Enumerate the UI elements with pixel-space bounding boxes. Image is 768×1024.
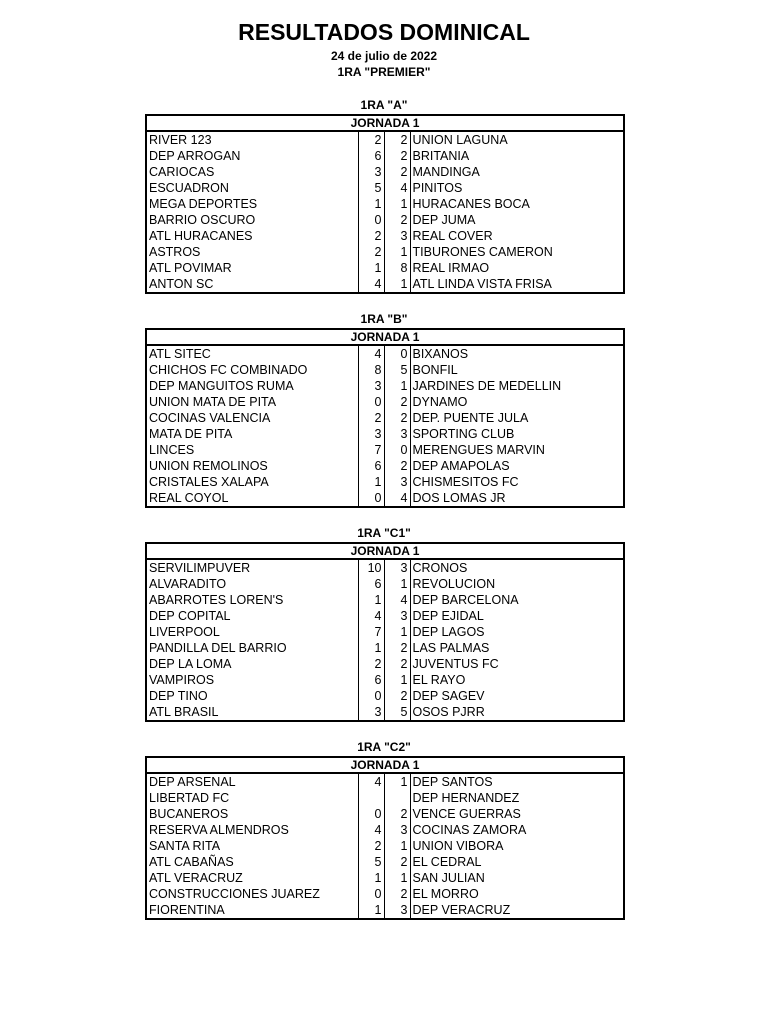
home-score: 0 xyxy=(358,212,384,228)
away-team: CHISMESITOS FC xyxy=(410,474,624,490)
match-row xyxy=(146,886,624,902)
away-score xyxy=(384,790,410,806)
home-score: 5 xyxy=(358,180,384,196)
home-team: LINCES xyxy=(146,442,358,458)
home-score: 4 xyxy=(358,608,384,624)
away-score: 1 xyxy=(384,624,410,640)
away-score: 2 xyxy=(384,854,410,870)
home-team: DEP LA LOMA xyxy=(146,656,358,672)
home-team: CARIOCAS xyxy=(146,164,358,180)
jornada-row xyxy=(146,329,624,345)
away-score: 5 xyxy=(384,362,410,378)
away-team: DEP BARCELONA xyxy=(410,592,624,608)
home-team: LIVERPOOL xyxy=(146,624,358,640)
home-team: PANDILLA DEL BARRIO xyxy=(146,640,358,656)
away-score: 3 xyxy=(384,426,410,442)
results-table xyxy=(145,756,625,920)
away-team: EL RAYO xyxy=(410,672,624,688)
home-score: 0 xyxy=(358,886,384,902)
home-score: 2 xyxy=(358,838,384,854)
home-team: VAMPIROS xyxy=(146,672,358,688)
results-table xyxy=(145,114,625,294)
away-score: 1 xyxy=(384,838,410,854)
match-row xyxy=(146,260,624,276)
section-heading: 1RA "C2" xyxy=(357,740,411,754)
jornada-label: JORNADA 1 xyxy=(146,115,624,131)
home-score: 2 xyxy=(358,410,384,426)
away-team: JUVENTUS FC xyxy=(410,656,624,672)
away-score: 2 xyxy=(384,656,410,672)
away-team: BIXANOS xyxy=(410,345,624,362)
away-team: MANDINGA xyxy=(410,164,624,180)
away-team: BRITANIA xyxy=(410,148,624,164)
home-score: 4 xyxy=(358,822,384,838)
home-team: ANTON SC xyxy=(146,276,358,293)
match-row xyxy=(146,212,624,228)
away-score: 3 xyxy=(384,822,410,838)
away-score: 1 xyxy=(384,276,410,293)
away-score: 8 xyxy=(384,260,410,276)
home-score: 6 xyxy=(358,148,384,164)
match-row xyxy=(146,902,624,919)
away-team: REAL COVER xyxy=(410,228,624,244)
away-team: DEP HERNANDEZ xyxy=(410,790,624,806)
match-row xyxy=(146,474,624,490)
away-team: REVOLUCION xyxy=(410,576,624,592)
home-score: 4 xyxy=(358,345,384,362)
jornada-row xyxy=(146,757,624,773)
match-row xyxy=(146,656,624,672)
away-team: COCINAS ZAMORA xyxy=(410,822,624,838)
match-row xyxy=(146,688,624,704)
home-score: 6 xyxy=(358,458,384,474)
home-score: 3 xyxy=(358,704,384,721)
away-team: DEP LAGOS xyxy=(410,624,624,640)
section-heading: 1RA "B" xyxy=(360,312,408,326)
results-table xyxy=(145,328,625,508)
home-team: SERVILIMPUVER xyxy=(146,559,358,576)
away-score: 3 xyxy=(384,608,410,624)
away-score: 3 xyxy=(384,559,410,576)
home-score: 4 xyxy=(358,276,384,293)
away-team: DEP. PUENTE JULA xyxy=(410,410,624,426)
home-team: CONSTRUCCIONES JUAREZ xyxy=(146,886,358,902)
away-team: UNION LAGUNA xyxy=(410,131,624,148)
away-score: 2 xyxy=(384,806,410,822)
match-row xyxy=(146,790,624,806)
away-team: DOS LOMAS JR xyxy=(410,490,624,507)
away-team: DYNAMO xyxy=(410,394,624,410)
home-score: 2 xyxy=(358,228,384,244)
home-team: CHICHOS FC COMBINADO xyxy=(146,362,358,378)
away-score: 2 xyxy=(384,164,410,180)
home-team: ATL POVIMAR xyxy=(146,260,358,276)
away-team: DEP SANTOS xyxy=(410,773,624,790)
home-team: ALVARADITO xyxy=(146,576,358,592)
match-row xyxy=(146,870,624,886)
match-row xyxy=(146,394,624,410)
home-team: DEP COPITAL xyxy=(146,608,358,624)
home-score: 2 xyxy=(358,244,384,260)
away-team: TIBURONES CAMERON xyxy=(410,244,624,260)
away-team: LAS PALMAS xyxy=(410,640,624,656)
away-team: MERENGUES MARVIN xyxy=(410,442,624,458)
away-score: 1 xyxy=(384,870,410,886)
match-row xyxy=(146,362,624,378)
jornada-row xyxy=(146,115,624,131)
document-title: RESULTADOS DOMINICAL xyxy=(238,19,530,45)
match-row xyxy=(146,806,624,822)
away-team: OSOS PJRR xyxy=(410,704,624,721)
away-team: BONFIL xyxy=(410,362,624,378)
away-score: 3 xyxy=(384,474,410,490)
away-score: 3 xyxy=(384,228,410,244)
home-team: DEP TINO xyxy=(146,688,358,704)
home-score: 4 xyxy=(358,773,384,790)
match-row xyxy=(146,196,624,212)
home-score: 10 xyxy=(358,559,384,576)
away-score: 2 xyxy=(384,640,410,656)
match-row xyxy=(146,640,624,656)
away-team: CRONOS xyxy=(410,559,624,576)
home-team: REAL COYOL xyxy=(146,490,358,507)
home-score: 0 xyxy=(358,394,384,410)
away-score: 2 xyxy=(384,688,410,704)
away-team: VENCE GUERRAS xyxy=(410,806,624,822)
away-score: 4 xyxy=(384,180,410,196)
away-score: 3 xyxy=(384,902,410,919)
away-score: 2 xyxy=(384,410,410,426)
home-team: UNION REMOLINOS xyxy=(146,458,358,474)
results-table xyxy=(145,542,625,722)
away-score: 1 xyxy=(384,576,410,592)
match-row xyxy=(146,592,624,608)
home-score: 2 xyxy=(358,656,384,672)
away-score: 4 xyxy=(384,592,410,608)
match-row xyxy=(146,704,624,721)
match-row xyxy=(146,345,624,362)
jornada-label: JORNADA 1 xyxy=(146,757,624,773)
home-score: 1 xyxy=(358,640,384,656)
section-heading: 1RA "C1" xyxy=(357,526,411,540)
away-score: 2 xyxy=(384,131,410,148)
away-score: 1 xyxy=(384,196,410,212)
home-team: COCINAS VALENCIA xyxy=(146,410,358,426)
home-team: MEGA DEPORTES xyxy=(146,196,358,212)
home-score: 1 xyxy=(358,870,384,886)
away-score: 1 xyxy=(384,773,410,790)
away-team: REAL IRMAO xyxy=(410,260,624,276)
match-row xyxy=(146,442,624,458)
away-team: UNION VIBORA xyxy=(410,838,624,854)
home-team: ABARROTES LOREN'S xyxy=(146,592,358,608)
match-row xyxy=(146,773,624,790)
away-score: 4 xyxy=(384,490,410,507)
away-score: 2 xyxy=(384,148,410,164)
home-team: BUCANEROS xyxy=(146,806,358,822)
match-row xyxy=(146,672,624,688)
home-score: 1 xyxy=(358,260,384,276)
home-score: 0 xyxy=(358,688,384,704)
home-team: ATL CABAÑAS xyxy=(146,854,358,870)
away-score: 0 xyxy=(384,442,410,458)
home-team: FIORENTINA xyxy=(146,902,358,919)
away-score: 2 xyxy=(384,394,410,410)
home-score: 3 xyxy=(358,378,384,394)
match-row xyxy=(146,490,624,507)
home-score: 1 xyxy=(358,196,384,212)
away-score: 1 xyxy=(384,672,410,688)
home-score: 6 xyxy=(358,576,384,592)
document-category: 1RA "PREMIER" xyxy=(337,65,431,79)
away-score: 1 xyxy=(384,378,410,394)
match-row xyxy=(146,559,624,576)
match-row xyxy=(146,244,624,260)
away-team: SAN JULIAN xyxy=(410,870,624,886)
away-team: DEP EJIDAL xyxy=(410,608,624,624)
away-team: EL MORRO xyxy=(410,886,624,902)
home-team: ATL SITEC xyxy=(146,345,358,362)
home-score: 1 xyxy=(358,592,384,608)
home-team: CRISTALES XALAPA xyxy=(146,474,358,490)
away-team: DEP AMAPOLAS xyxy=(410,458,624,474)
home-team: SANTA RITA xyxy=(146,838,358,854)
match-row xyxy=(146,608,624,624)
home-team: BARRIO OSCURO xyxy=(146,212,358,228)
home-score: 0 xyxy=(358,490,384,507)
home-team: ESCUADRON xyxy=(146,180,358,196)
home-team: UNION MATA DE PITA xyxy=(146,394,358,410)
home-team: DEP MANGUITOS RUMA xyxy=(146,378,358,394)
away-score: 5 xyxy=(384,704,410,721)
away-team: PINITOS xyxy=(410,180,624,196)
home-team: DEP ARROGAN xyxy=(146,148,358,164)
home-score: 7 xyxy=(358,624,384,640)
home-score: 7 xyxy=(358,442,384,458)
match-row xyxy=(146,624,624,640)
home-score: 0 xyxy=(358,806,384,822)
away-team: ATL LINDA VISTA FRISA xyxy=(410,276,624,293)
away-score: 0 xyxy=(384,345,410,362)
match-row xyxy=(146,164,624,180)
home-score: 1 xyxy=(358,902,384,919)
away-team: EL CEDRAL xyxy=(410,854,624,870)
match-row xyxy=(146,576,624,592)
home-score: 6 xyxy=(358,672,384,688)
match-row xyxy=(146,838,624,854)
away-team: DEP SAGEV xyxy=(410,688,624,704)
jornada-row xyxy=(146,543,624,559)
away-score: 1 xyxy=(384,244,410,260)
home-team: RIVER 123 xyxy=(146,131,358,148)
match-row xyxy=(146,131,624,148)
match-row xyxy=(146,276,624,293)
away-team: DEP JUMA xyxy=(410,212,624,228)
match-row xyxy=(146,426,624,442)
away-team: SPORTING CLUB xyxy=(410,426,624,442)
home-score xyxy=(358,790,384,806)
jornada-label: JORNADA 1 xyxy=(146,543,624,559)
home-team: RESERVA ALMENDROS xyxy=(146,822,358,838)
match-row xyxy=(146,180,624,196)
home-team: ATL BRASIL xyxy=(146,704,358,721)
away-score: 2 xyxy=(384,458,410,474)
home-score: 1 xyxy=(358,474,384,490)
home-score: 5 xyxy=(358,854,384,870)
match-row xyxy=(146,148,624,164)
jornada-label: JORNADA 1 xyxy=(146,329,624,345)
home-score: 3 xyxy=(358,426,384,442)
home-team: DEP ARSENAL xyxy=(146,773,358,790)
match-row xyxy=(146,410,624,426)
match-row xyxy=(146,458,624,474)
match-row xyxy=(146,854,624,870)
home-score: 3 xyxy=(358,164,384,180)
section-heading: 1RA "A" xyxy=(360,98,408,112)
home-team: LIBERTAD FC xyxy=(146,790,358,806)
home-score: 8 xyxy=(358,362,384,378)
match-row xyxy=(146,378,624,394)
home-team: ATL VERACRUZ xyxy=(146,870,358,886)
home-team: ATL HURACANES xyxy=(146,228,358,244)
home-team: MATA DE PITA xyxy=(146,426,358,442)
away-team: JARDINES DE MEDELLIN xyxy=(410,378,624,394)
document-date: 24 de julio de 2022 xyxy=(330,49,438,63)
home-team: ASTROS xyxy=(146,244,358,260)
match-row xyxy=(146,822,624,838)
away-score: 2 xyxy=(384,886,410,902)
away-score: 2 xyxy=(384,212,410,228)
match-row xyxy=(146,228,624,244)
home-score: 2 xyxy=(358,131,384,148)
away-team: HURACANES BOCA xyxy=(410,196,624,212)
away-team: DEP VERACRUZ xyxy=(410,902,624,919)
